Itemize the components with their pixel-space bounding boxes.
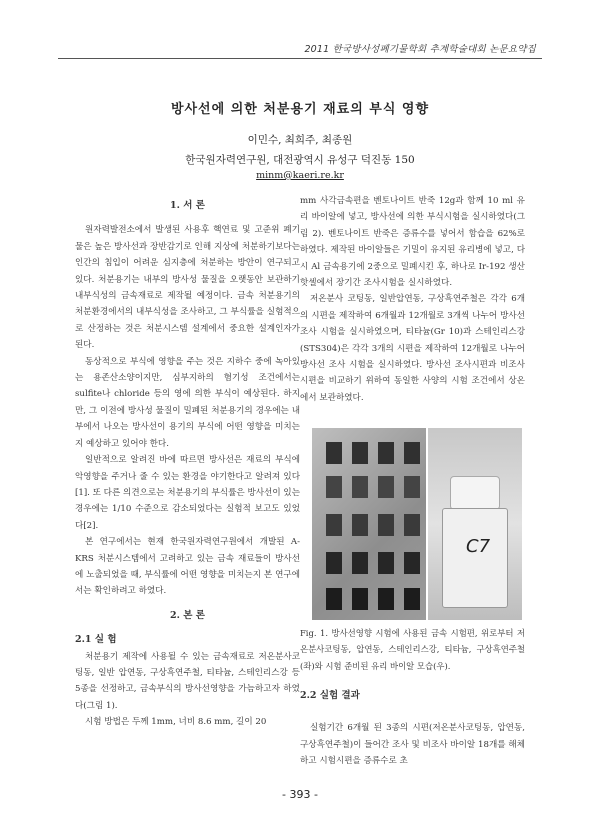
vial-cap [450, 476, 500, 510]
results-paragraph-1: 실험기간 6개월 된 3종의 시편(저온분사코팅동, 압연동, 구상흑연주철)이 들어간 조사 및 비조사 바이알 18개를 해체하고 시험시편을 증류수로 초 [300, 723, 525, 767]
metal-specimens-photo [312, 428, 426, 620]
vial-label: C7 [466, 536, 491, 557]
experiment-paragraph-2: 시험 방법은 두께 1mm, 너비 8.6 mm, 길이 20 [85, 717, 267, 728]
paper-title: 방사선에 의한 처분용기 재료의 부식 영향 [170, 102, 430, 117]
header-rule [58, 58, 542, 59]
intro-paragraph-1: 원자력발전소에서 발생된 사용후 핵연료 및 고준위 폐기물은 높은 방사선과 장반감기로 인해 지상에 처분하기보다는 인간의 침입이 어려운 심지층에 처분하는 방안이 연구되고 있다. 처분용기는 내부의 방사성 물질을 오랫동안 보관하기 내부식성의 금속재료로 제작될 예정이다. 금속 처분용기의 처분환경에서의 내부식성을 조사하고, 그 부식률을 실험적으로 산정하는 것은 처분시스템 설계에서 중요한 설계인자가 된다. [75, 225, 300, 351]
email-link[interactable]: minm@kaeri.re.kr [256, 170, 344, 181]
left-column [75, 198, 300, 731]
intro-paragraph-4: 본 연구에서는 현재 한국원자력연구원에서 개발된 A-KRS 처분시스템에서 고려하고 있는 금속 재료들이 방사선에 노출되었을 때, 부식률에 어떤 영향을 미치는지 본 연구에서는 확인하려고 하였다. [75, 537, 300, 597]
affiliation: 한국원자력연구원, 대전광역시 유성구 덕진동 150 [185, 154, 415, 166]
experiment-subheading: 2.1 실 험 [75, 634, 117, 646]
right-paragraph-1: mm 사각금속편을 벤토나이트 반죽 12g과 함께 10 ml 유리 바이알에 넣고, 방사선에 의한 부식시험을 실시하였다(그림 2). 벤토나이트 반죽은 증류수를 넣어서 함습을 62%로 하였다. 제작된 바이알들은 기밀이 유지된 유리병에 넣고, 다시 Al 금속용기에 2중으로 밀폐시킨 후, 하나로 Ir-192 생산 핫셀에서 장기간 조사시험을 실시하였다. [300, 196, 525, 289]
authors: 이민수, 최희주, 최종원 [247, 134, 353, 146]
right-column-top [300, 193, 525, 406]
intro-paragraph-3: 일반적으로 알려진 바에 따르면 방사선은 재료의 부식에 악영향을 주거나 줄 수 있는 환경을 야기한다고 알려져 있다[1]. 또 다른 의견으로는 처분용기의 부식률은 방사선이 있는 경우에는 1/10 수준으로 감소되었다는 실험적 보고도 있었다[2]. [75, 455, 300, 531]
body-heading: 2. 본 론 [170, 609, 205, 621]
right-column-bottom [300, 688, 525, 770]
intro-heading: 1. 서 론 [170, 200, 205, 211]
experiment-paragraph-1: 처분용기 제작에 사용될 수 있는 금속재료로 저온분사코팅동, 일반 압연동, 구상흑연주철, 티타늄, 스테인리스강 등 5종을 선정하고, 금속부식의 방사선영향을 가늠하고자 하였다(그림 1). [75, 651, 300, 711]
intro-paragraph-2: 동상적으로 부식에 영향을 주는 것은 지하수 중에 녹아있는 용존산소양이지만, 심부지하의 혐기성 조건에서는 sulfite나 chloride 등의 영에 의한 부식이 예상된다. 하지만, 그 이전에 방사성 물질이 밀폐된 처분용기의 경우에는 내부에서 나오는 방사선이 용기의 부식에 어떤 영향을 미치는지 예상하고 있어야 한다. [75, 356, 300, 449]
figure-caption: Fig. 1. 방사선영향 시험에 사용된 금속 시험편, 위로부터 저온분사코팅동, 압연동, 스테인리스강, 티타늄, 구상흑연주철(좌)와 시험 준비된 유리 바이알 모습(우). [300, 628, 525, 671]
right-paragraph-2: 저온분사 코팅동, 일반압연동, 구상흑연주철은 각각 6개의 시편을 제작하여 6개월과 12개월로 3개씩 나누어 방사선 조사 시험을 실시하였으며, 티타늄(Gr 10)과 스테인리스강(STS304)은 각각 3개의 시편을 제작하여 12개월로 나누어 방사선 조사 시험을 실시하였다. 방사선 조사시편과 비조사 시편을 비교하기 위하여 동일한 사양의 시험 조건에서 상온에서 보관하였다. [300, 294, 525, 403]
results-subheading: 2.2 실험 결과 [300, 690, 360, 701]
figure-1-photos [300, 428, 525, 620]
glass-vial [442, 508, 508, 608]
running-header: 2011 한국방사성폐기물학회 추계학술대회 논문요약집 [304, 44, 536, 55]
page-number: - 393 - [282, 788, 318, 801]
